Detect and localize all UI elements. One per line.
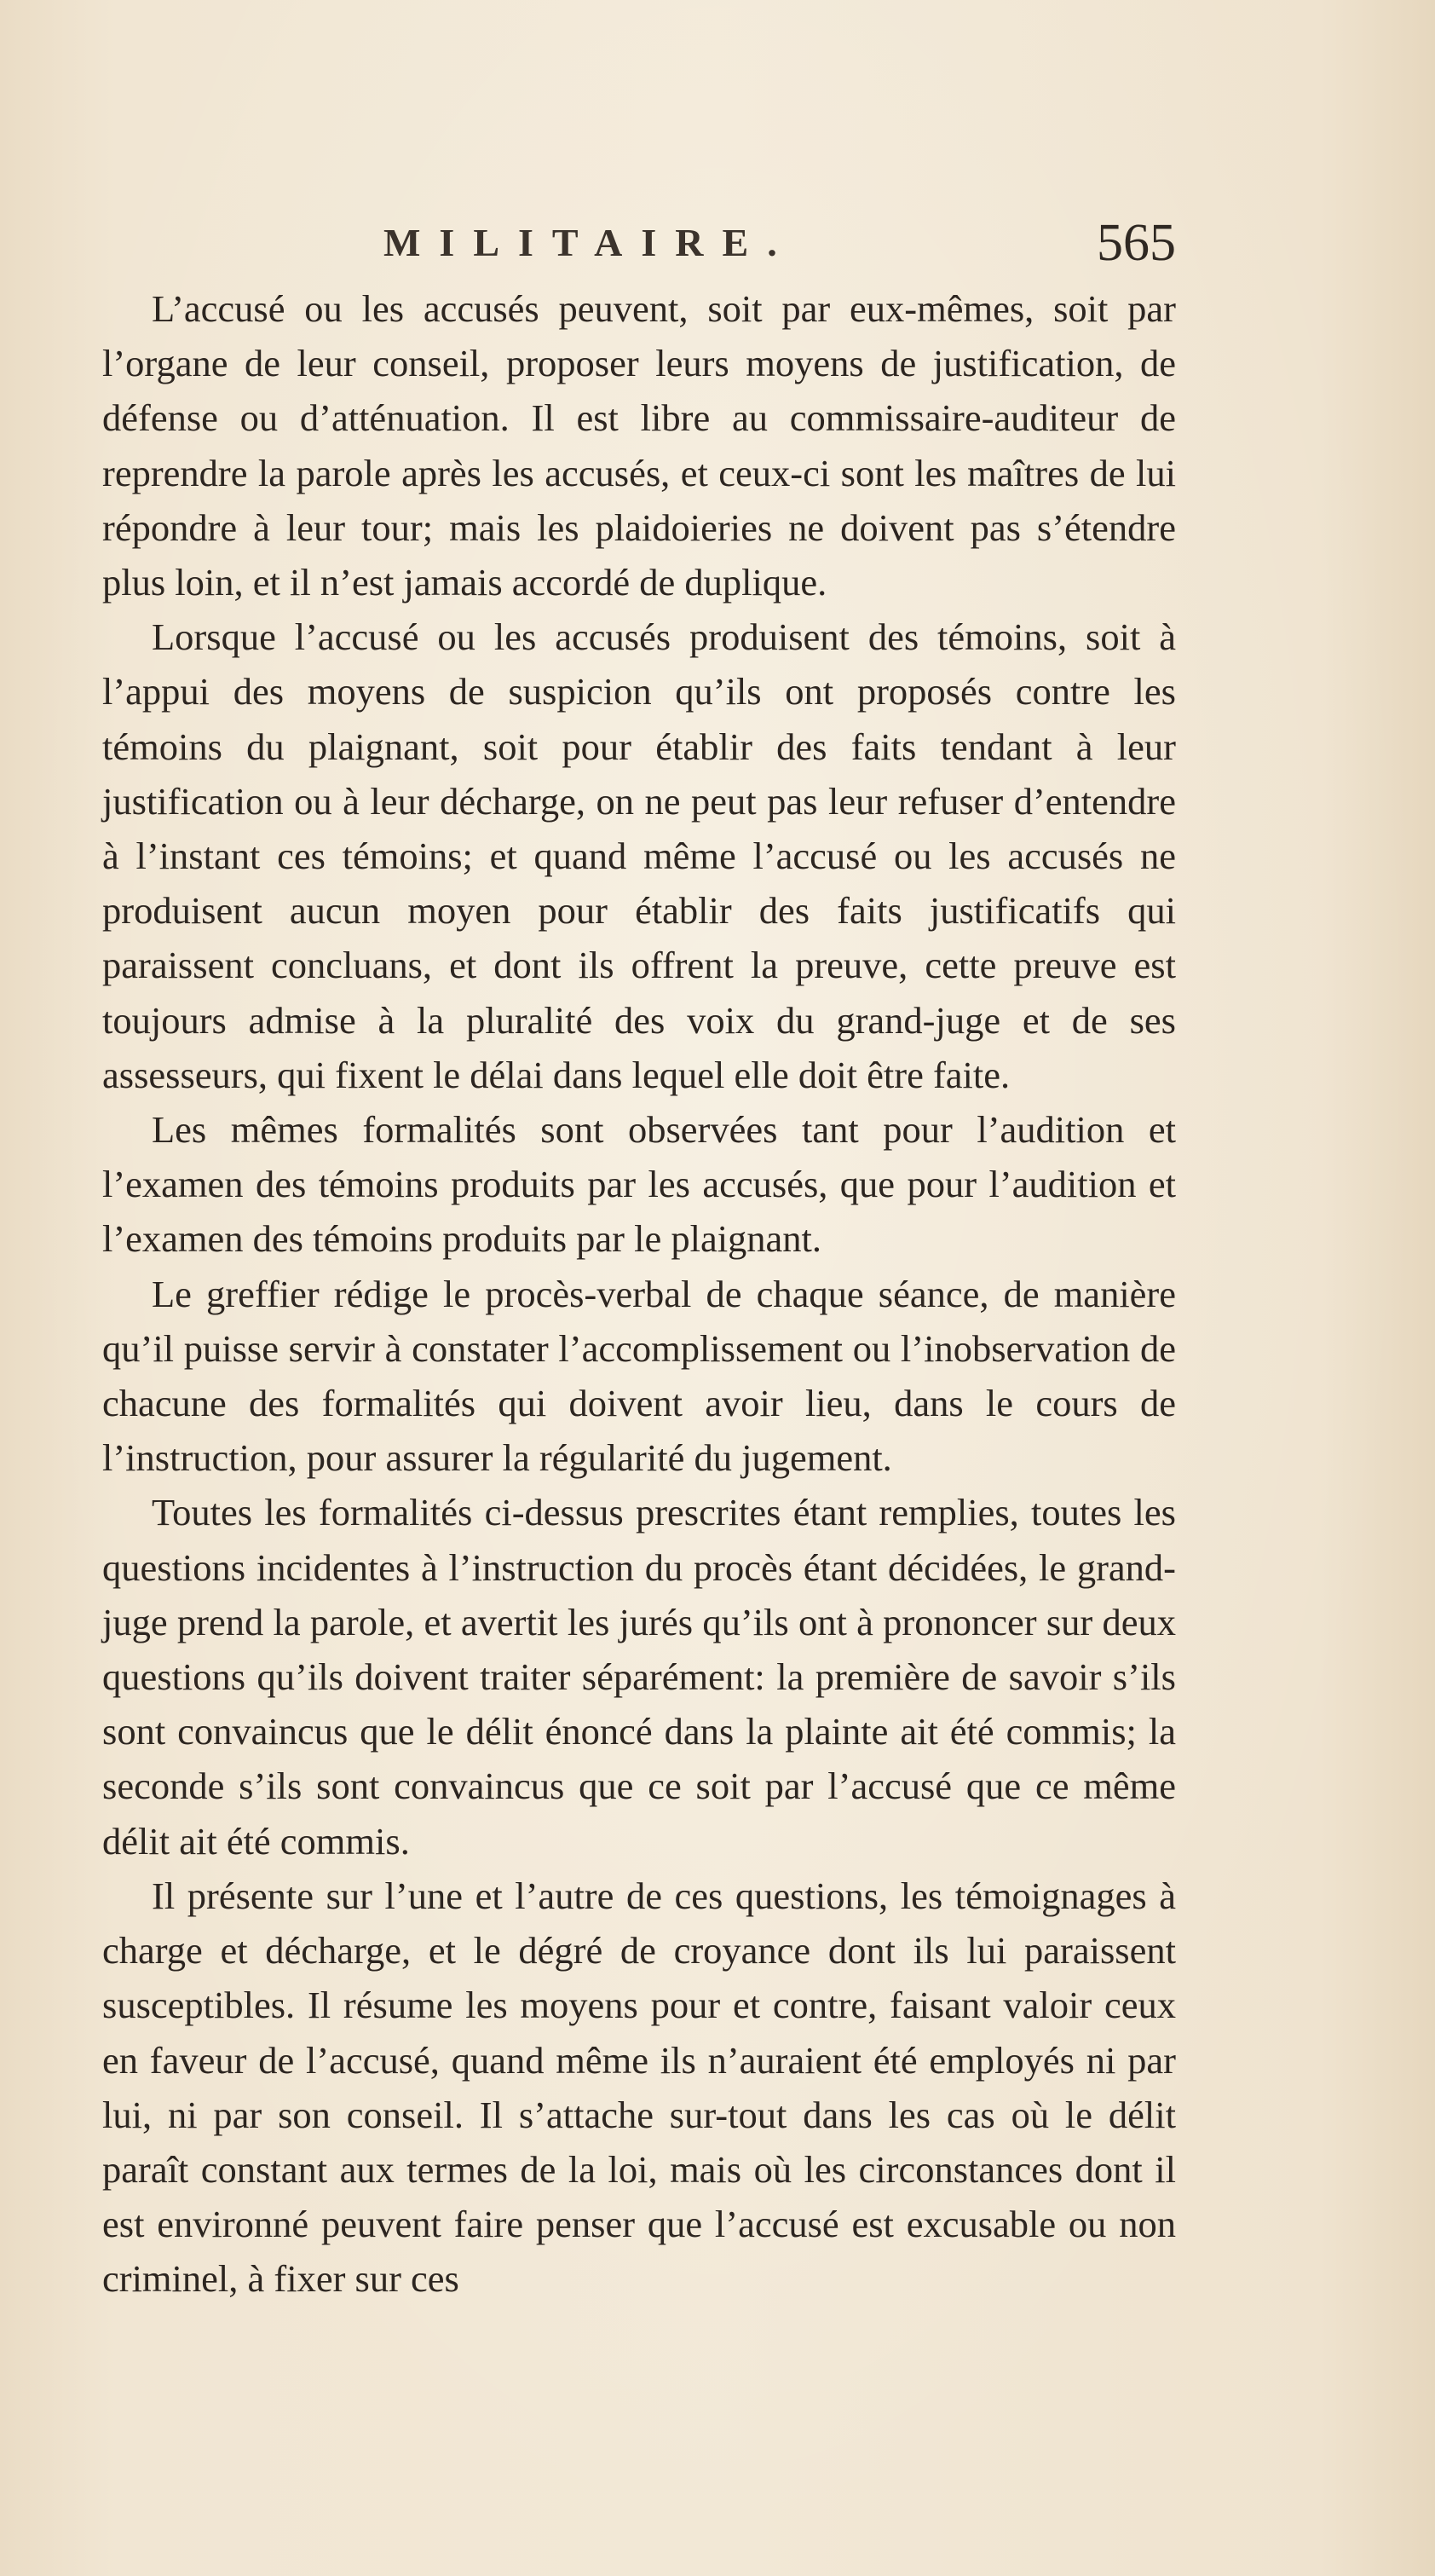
paragraph-summary: Il présente sur l’une et l’autre de ces questions, les témoignages à charge et décharge, et le dégré de croyance dont ils lui paraissent susceptibles. Il résume les moyens pour et contre, faisant valoir ceux en faveur de l’accusé, quand même ils n’auraient été employés ni par lui, ni par son conseil. Il s’attache sur-tout dans les cas où le délit paraît constant aux termes de la loi, mais où les circonstances dont il est environné peuvent faire penser que l’accusé est excusable ou non criminel, à fixer sur ces (102, 1874, 1176, 2301)
paragraph-defense: L’accusé ou les accusés peuvent, soit par eux-mêmes, soit par l’organe de leur conseil, proposer leurs moyens de justification, de défense ou d’atténuation. Il est libre au commissaire-auditeur de reprendre la parole après les accusés, et ceux-ci sont les maîtres de lui répondre à leur tour; mais les plaidoieries ne doivent pas s’étendre plus loin, et il n’est jamais accordé de duplique. (102, 287, 1176, 604)
running-head: MILITAIRE. (383, 221, 796, 264)
page-number: 565 (1097, 214, 1176, 272)
page-header (102, 214, 1176, 288)
body-text (102, 281, 1176, 2307)
paragraph-jury-questions: Toutes les formalités ci-dessus prescrites étant remplies, toutes les questions incidentes à l’instruction du procès étant décidées, le grand-juge prend la parole, et avertit les jurés qu’ils ont à prononcer sur deux questions qu’ils doivent traiter séparément: la première de savoir s’ils sont convaincus que le délit énoncé dans la plainte ait été commis; la seconde s’ils sont convaincus que ce soit par l’accusé que ce même délit ait été commis. (102, 1491, 1176, 1863)
paragraph-formalities: Les mêmes formalités sont observées tant pour l’audition et l’examen des témoins produits par les accusés, que pour l’audition et l’examen des témoins produits par le plaignant. (102, 1108, 1176, 1261)
paragraph-witnesses: Lorsque l’accusé ou les accusés produisent des témoins, soit à l’appui des moyens de suspicion qu’ils ont proposés contre les témoins du plaignant, soit pour établir des faits tendant à leur justification ou à leur décharge, on ne peut pas leur refuser d’entendre à l’instant ces témoins; et quand même l’accusé ou les accusés ne produisent aucun moyen pour établir des faits justificatifs qui paraissent concluans, et dont ils offrent la preuve, cette preuve est toujours admise à la pluralité des voix du grand-juge et de ses assesseurs, qui fixent le délai dans lequel elle doit être faite. (102, 615, 1176, 1096)
paragraph-clerk: Le greffier rédige le procès-verbal de chaque séance, de manière qu’il puisse servir à constater l’accomplissement ou l’inobservation de chacune des formalités qui doivent avoir lieu, dans le cours de l’instruction, pour assurer la régularité du jugement. (102, 1272, 1176, 1480)
